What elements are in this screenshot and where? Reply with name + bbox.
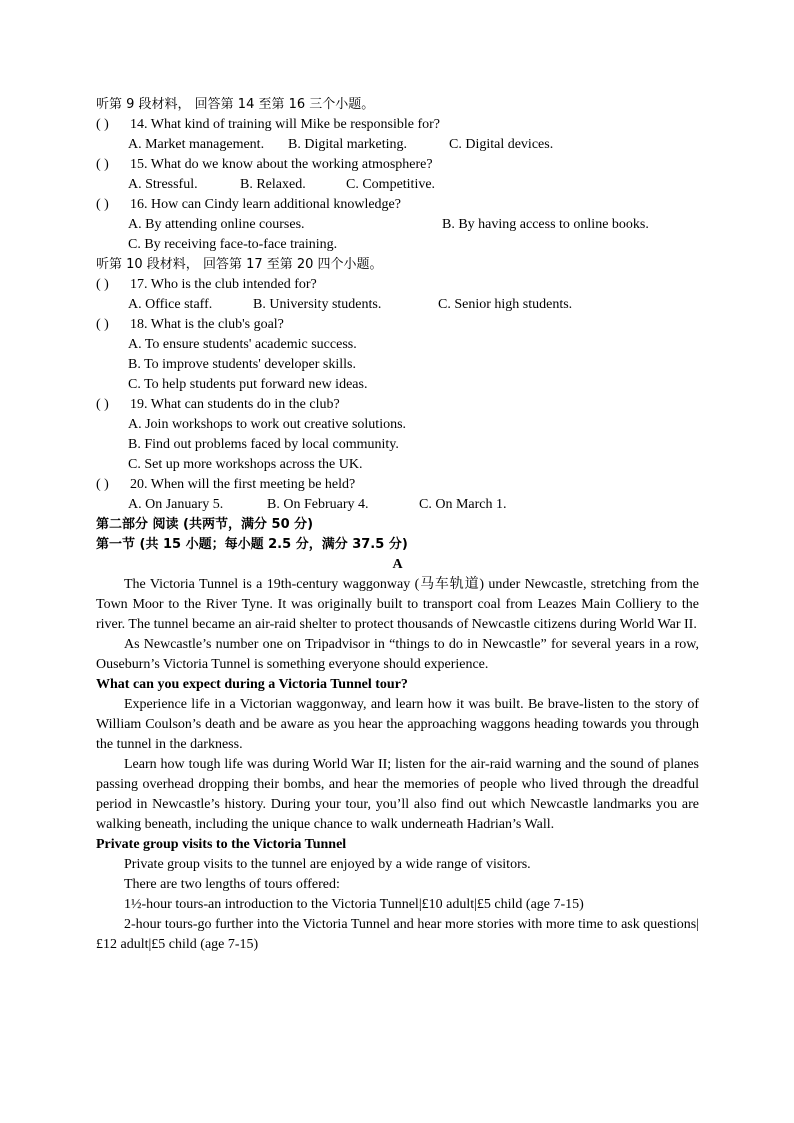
- question-17-options: [96, 295, 699, 315]
- option-14-b: B. Digital marketing.: [288, 137, 407, 152]
- passage-paragraph-1: The Victoria Tunnel is a 19th-century waggonway (马车轨道) under Newcastle, stretching from the Town Moor to the River Tyne. It was originally built to transport coal from Leazes Main Colliery to the river. The tunnel became an air-raid shelter to protect thousands of Newcastle citizens during World War II.: [96, 577, 699, 632]
- answer-blank-16[interactable]: ( ): [96, 197, 109, 212]
- option-20-c: C. On March 1.: [419, 497, 507, 512]
- option-16-a: A. By attending online courses.: [128, 217, 305, 232]
- option-16-b: B. By having access to online books.: [442, 217, 649, 232]
- question-14: [96, 115, 699, 135]
- question-15-text: 15. What do we know about the working atmosphere?: [130, 157, 433, 172]
- question-20-text: 20. When will the first meeting be held?: [130, 477, 356, 492]
- listening-part9-header: 听第 9 段材料， 回答第 14 至第 16 三个小题。: [96, 97, 375, 112]
- option-17-a: A. Office staff.: [128, 297, 213, 312]
- question-16: [96, 195, 699, 215]
- document-content: [96, 95, 699, 955]
- passage-paragraph-5: Private group visits to the tunnel are enjoyed by a wide range of visitors.: [124, 857, 531, 872]
- passage-paragraph-6: There are two lengths of tours offered:: [124, 877, 340, 892]
- option-14-c: C. Digital devices.: [449, 137, 554, 152]
- question-15: [96, 155, 699, 175]
- question-20-options: [96, 495, 699, 515]
- question-16-options-c: [96, 235, 699, 255]
- question-17-text: 17. Who is the club intended for?: [130, 277, 317, 292]
- option-19-b-line: [96, 435, 699, 455]
- question-18: [96, 315, 699, 335]
- answer-blank-17[interactable]: ( ): [96, 277, 109, 292]
- question-20: [96, 475, 699, 495]
- option-18-a: A. To ensure students' academic success.: [128, 337, 357, 352]
- passage-subheading-1: What can you expect during a Victoria Tunnel tour?: [96, 677, 408, 692]
- option-19-a-line: [96, 415, 699, 435]
- answer-blank-19[interactable]: ( ): [96, 397, 109, 412]
- option-20-a: A. On January 5.: [128, 497, 224, 512]
- question-19: [96, 395, 699, 415]
- option-17-b: B. University students.: [253, 297, 382, 312]
- passage-paragraph-2: As Newcastle’s number one on Tripadvisor in “things to do in Newcastle” for several years in a row, Ouseburn’s Victoria Tunnel is something everyone should experience.: [96, 637, 699, 672]
- question-16-options-ab: [96, 215, 699, 235]
- question-14-options: [96, 135, 699, 155]
- passage-paragraph-4: Learn how tough life was during World War II; listen for the air-raid warning and the sound of planes passing overhead dropping their bombs, and hear the memories of people who lived through the dreadful period in Newcastle’s history. During your tour, you’ll also find out which Newcastle landmarks you are walking beneath, including the unique chance to walk underneath Hadrian’s Wall.: [96, 757, 699, 832]
- passage-subheading-2: Private group visits to the Victoria Tunnel: [96, 837, 347, 852]
- option-14-a: A. Market management.: [128, 137, 265, 152]
- option-18-c: C. To help students put forward new ideas.: [128, 377, 368, 392]
- option-15-b: B. Relaxed.: [240, 177, 306, 192]
- passage-paragraph-3: Experience life in a Victorian waggonway, and learn how it was built. Be brave-listen to the story of William Coulson’s death and be aware as you hear the approaching waggons heading towards you through the tunnel in the darkness.: [96, 697, 699, 752]
- passage-paragraph-8: 2-hour tours-go further into the Victoria Tunnel and hear more stories with more time to ask questions|£12 adult|£5 child (age 7-15): [96, 917, 699, 952]
- option-18-a-line: [96, 335, 699, 355]
- passage-label: A: [392, 557, 403, 572]
- option-19-b: B. Find out problems faced by local community.: [128, 437, 399, 452]
- question-14-text: 14. What kind of training will Mike be responsible for?: [130, 117, 441, 132]
- option-19-a: A. Join workshops to work out creative solutions.: [128, 417, 407, 432]
- answer-blank-20[interactable]: ( ): [96, 477, 109, 492]
- answer-blank-14[interactable]: ( ): [96, 117, 109, 132]
- question-15-options: [96, 175, 699, 195]
- option-17-c: C. Senior high students.: [438, 297, 573, 312]
- option-15-a: A. Stressful.: [128, 177, 198, 192]
- option-15-c: C. Competitive.: [346, 177, 436, 192]
- question-18-text: 18. What is the club's goal?: [130, 317, 284, 332]
- reading-section-title: 第一节 (共 15 小题；每小题 2.5 分，满分 37.5 分): [96, 537, 408, 552]
- question-17: [96, 275, 699, 295]
- option-18-c-line: [96, 375, 699, 395]
- answer-blank-18[interactable]: ( ): [96, 317, 109, 332]
- option-16-c: C. By receiving face-to-face training.: [128, 237, 338, 252]
- reading-part-title: 第二部分 阅读 (共两节，满分 50 分): [96, 517, 314, 532]
- option-18-b: B. To improve students' developer skills.: [128, 357, 356, 372]
- question-16-text: 16. How can Cindy learn additional knowledge?: [130, 197, 401, 212]
- option-20-b: B. On February 4.: [267, 497, 369, 512]
- option-19-c-line: [96, 455, 699, 475]
- option-18-b-line: [96, 355, 699, 375]
- listening-part10-header: 听第 10 段材料， 回答第 17 至第 20 四个小题。: [96, 257, 383, 272]
- option-19-c: C. Set up more workshops across the UK.: [128, 457, 363, 472]
- answer-blank-15[interactable]: ( ): [96, 157, 109, 172]
- passage-paragraph-7: 1½-hour tours-an introduction to the Victoria Tunnel|£10 adult|£5 child (age 7-15): [124, 897, 584, 912]
- question-19-text: 19. What can students do in the club?: [130, 397, 340, 412]
